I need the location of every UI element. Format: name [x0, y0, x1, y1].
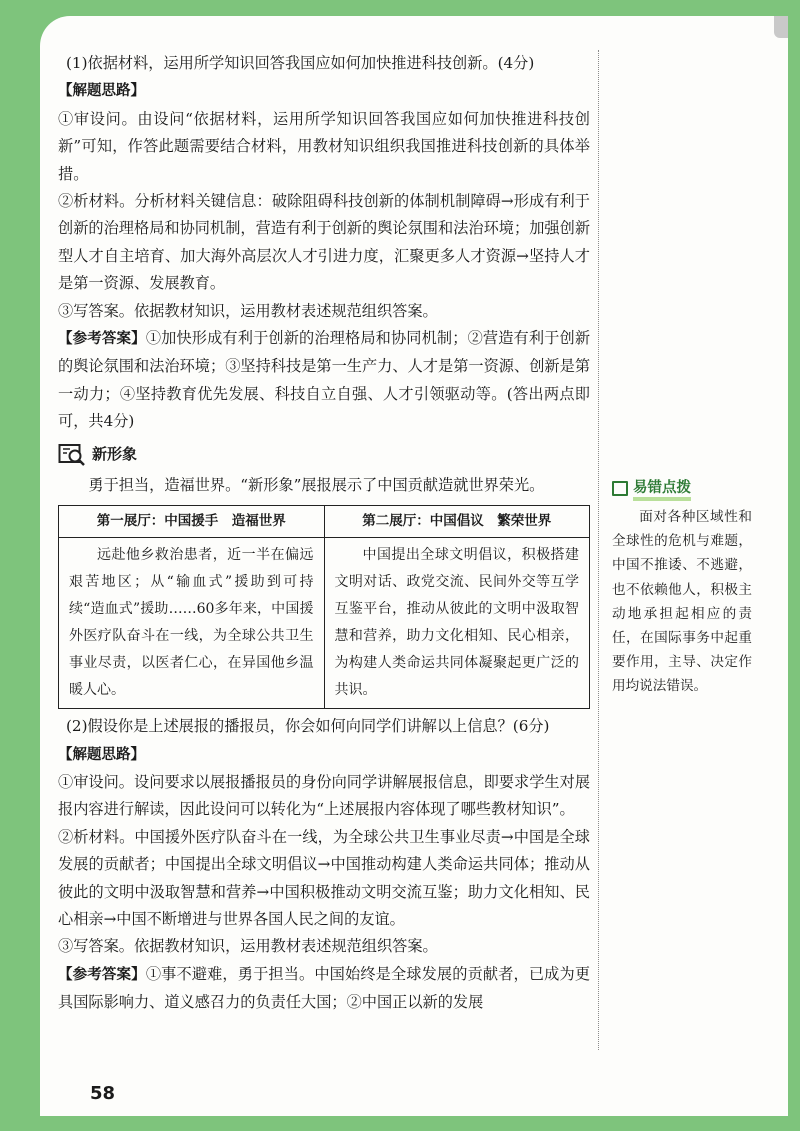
- checkbox-icon: [612, 481, 628, 496]
- hall-2-title: 第二展厅：中国倡议 繁荣世界: [324, 506, 590, 538]
- exhibit-table: [58, 505, 590, 709]
- answer-tag: 【参考答案】: [58, 331, 146, 348]
- q1-step-2: ②析材料。分析材料关键信息：破除阻碍科技创新的体制机制障碍→形成有利于创新的治理格局和协同机制，营造有利于创新的舆论氛围和法治环境；加强创新型人才自主培育、加大海外高层次人才引进力度，汇聚更多人才资源→坚持人才是第一资源、发展教育。: [58, 192, 590, 293]
- hall-1-title: 第一展厅：中国援手 造福世界: [59, 506, 325, 538]
- q2-answer-block: [58, 961, 590, 1017]
- magnifier-book-icon: [58, 443, 86, 467]
- question-2: (2)假设你是上述展报的播报员，你会如何向同学们讲解以上信息？(6分): [66, 717, 550, 736]
- section-header: [58, 440, 590, 470]
- q1-step-1: ①审设问。由设问“依据材料，运用所学知识回答我国应如何加快推进科技创新”可知，作答此题需要结合材料，用教材知识组织我国推进科技创新的具体举措。: [58, 109, 590, 183]
- binder-clip: [774, 16, 788, 38]
- q2-step-2: ②析材料。中国援外医疗队奋斗在一线，为全球公共卫生事业尽责→中国是全球发展的贡献者；中国提出全球文明倡议→中国推动构建人类命运共同体；推动从彼此的文明中汲取智慧和营养→中国积极推动文明交流互鉴；助力文化相知、民心相亲→中国不断增进与世界各国人民之间的友谊。: [58, 827, 590, 928]
- hall-1-text: 远赴他乡救治患者，近一半在偏远艰苦地区；从“输血式”援助到可持续“造血式”援助……60多年来，中国援外医疗队奋斗在一线，为全球公共卫生事业尽责，以医者仁心，在异国他乡温暖人心。: [59, 538, 325, 709]
- sidebar-title: 易错点拨: [633, 476, 691, 501]
- page-number: 58: [90, 1083, 116, 1104]
- q1-answer-block: [58, 325, 590, 436]
- thinking-tag-2: 【解题思路】: [58, 746, 145, 763]
- q2-answer: ①事不避难，勇于担当。中国始终是全球发展的贡献者，已成为更具国际影响力、道义感召力的负责任大国；②中国正以新的发展: [58, 964, 591, 1012]
- hall-2-text: 中国提出全球文明倡议，积极搭建文明对话、政党交流、民间外交等互学互鉴平台，推动从彼此的文明中汲取智慧和营养，助力文化相知、民心相亲，为构建人类命运共同体凝聚起更广泛的共识。: [324, 538, 590, 709]
- question-1: (1)依据材料，运用所学知识回答我国应如何加快推进科技创新。(4分): [66, 54, 535, 72]
- sidebar-header: [612, 476, 752, 501]
- section-title: 新形象: [92, 444, 138, 463]
- q2-step-3: ③写答案。依据教材知识，运用教材表述规范组织答案。: [58, 937, 438, 956]
- sidebar-tip: [612, 476, 752, 699]
- thinking-tag: 【解题思路】: [58, 83, 145, 100]
- answer-tag-2: 【参考答案】: [58, 966, 146, 983]
- q1-answer: ①加快形成有利于创新的治理格局和协同机制；②营造有利于创新的舆论氛围和法治环境；③坚持科技是第一生产力、人才是第一资源、创新是第一动力；④坚持教育优先发展、科技自立自强、人才引领驱动等。(答出两点即可，共4分): [58, 329, 591, 431]
- sidebar-text: 面对各种区域性和全球性的危机与难题，中国不推诿、不逃避，也不依赖他人，积极主动地承担起相应的责任，在国际事务中起重要作用，主导、决定作用均说法错误。: [612, 509, 752, 695]
- q2-step-1: ①审设问。设问要求以展报播报员的身份向同学讲解展报信息，即要求学生对展报内容进行解读，因此设问可以转化为“上述展报内容体现了哪些教材知识”。: [58, 772, 590, 819]
- main-column: [58, 50, 590, 1017]
- column-divider: [598, 50, 599, 1050]
- q1-step-3: ③写答案。依据教材知识，运用教材表述规范组织答案。: [58, 301, 438, 320]
- section-intro: 勇于担当，造福世界。“新形象”展报展示了中国贡献造就世界荣光。: [88, 475, 545, 494]
